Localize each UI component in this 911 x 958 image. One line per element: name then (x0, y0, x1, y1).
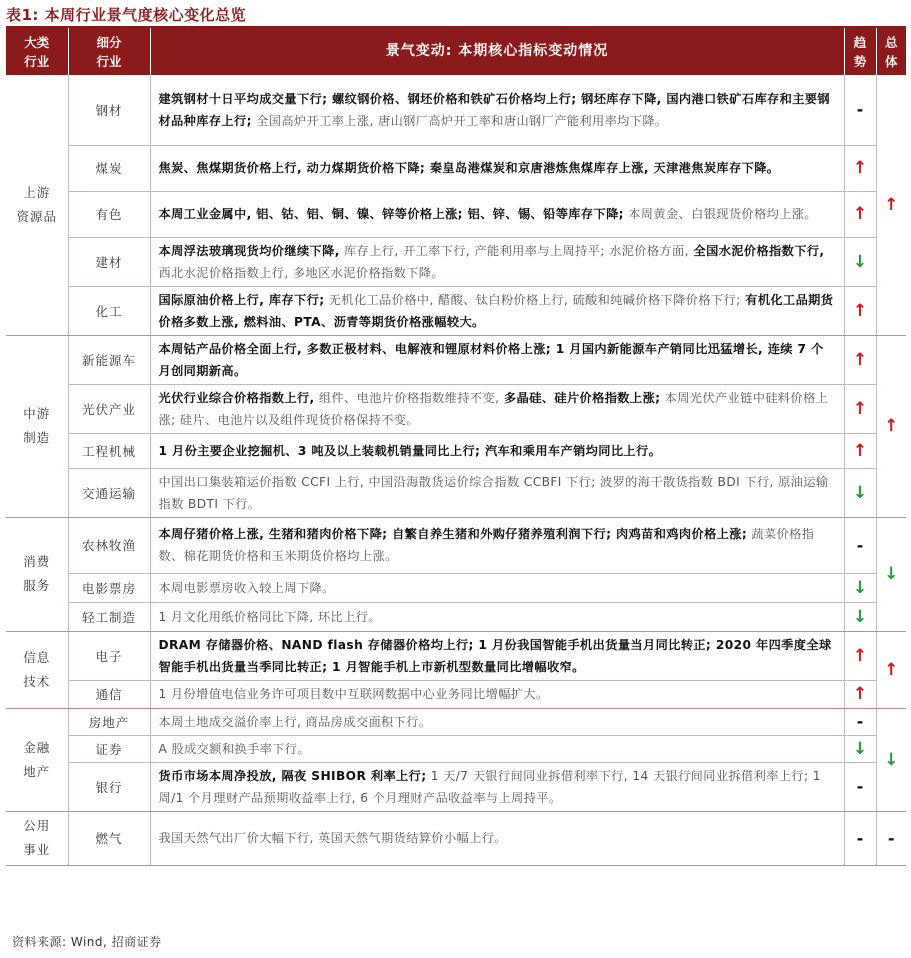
category-cell: 中游 制造 (6, 335, 68, 517)
indicator-text: 我国天然气出厂价大幅下行, 英国天然气期货结算价小幅上行。 (158, 831, 507, 845)
indicator-text: 库存上行, 开工率下行, 产能利用率与上周持平; 水泥价格方面, (339, 243, 689, 258)
table-row (6, 517, 906, 573)
key-indicator-text: 本周钴产品价格全面上行, 多数正极材料、电解液和锂原材料价格上涨; 1 月国内新能源车产销同比迅猛增长, 连续 7 个月创同期新高。 (158, 341, 824, 378)
key-indicator-text: 全国水泥价格指数下行, (688, 243, 825, 258)
subcategory-cell: 电子 (68, 631, 150, 680)
header-category: 大类 行业 (6, 28, 68, 75)
trend-up-arrow-icon: ↑ (844, 384, 876, 433)
indicator-text: 本周土地成交溢价率上行, 商品房成交面积下行。 (158, 714, 432, 729)
key-indicator-text: 多晶硅、硅片价格指数上涨; (499, 390, 661, 405)
key-indicator-text: 本周工业金属中, 铝、钴、铝、铜、镍、锌等价格上涨; 铝、锌、锡、铅等库存下降; (158, 207, 624, 221)
subcategory-cell: 有色 (68, 191, 150, 237)
subcategory-cell: 交通运输 (68, 468, 150, 517)
indicator-description (150, 517, 844, 573)
category-cell: 金融 地产 (6, 708, 68, 811)
industry-overview-table (6, 28, 906, 866)
table-row (6, 384, 906, 433)
indicator-text: 1 月文化用纸价格同比下降, 环比上行。 (158, 609, 381, 624)
trend-flat-dash-icon: - (844, 811, 876, 865)
subcategory-cell: 轻工制造 (68, 602, 150, 631)
key-indicator-text: 1 月份主要企业挖掘机、3 吨及以上装载机销量同比上行; 汽车和乘用车产销均同比上行。 (158, 443, 662, 458)
key-indicator-text: 货币市场本周净投放, 隔夜 SHIBOR 利率上行; (158, 768, 427, 783)
overall-up-arrow-icon: ↑ (876, 335, 906, 517)
indicator-description (150, 384, 844, 433)
trend-down-arrow-icon: ↓ (844, 573, 876, 602)
table-row (6, 468, 906, 517)
table-row (6, 811, 906, 865)
subcategory-cell: 建材 (68, 237, 150, 286)
indicator-text: A 股成交额和换手率下行。 (158, 741, 310, 756)
indicator-description (150, 602, 844, 631)
subcategory-cell: 证券 (68, 735, 150, 762)
overall-up-arrow-icon: ↑ (876, 75, 906, 335)
trend-down-arrow-icon: ↓ (844, 237, 876, 286)
indicator-text: 西北水泥价格指数上行, 多地区水泥价格指数下降。 (158, 265, 444, 280)
subcategory-cell: 通信 (68, 680, 150, 708)
category-cell: 信息 技术 (6, 631, 68, 708)
indicator-text: 全国高炉开工率上涨, 唐山钢厂高炉开工率和唐山钢厂产能利用率均下降。 (251, 113, 668, 128)
subcategory-cell: 化工 (68, 286, 150, 335)
subcategory-cell: 新能源车 (68, 335, 150, 384)
overall-up-arrow-icon: ↑ (876, 631, 906, 708)
table-row (6, 145, 906, 191)
table-row (6, 573, 906, 602)
table-title: 表1: 本周行业景气度核心变化总览 (6, 6, 247, 24)
trend-down-arrow-icon: ↓ (844, 468, 876, 517)
table-row (6, 237, 906, 286)
table-row (6, 433, 906, 468)
indicator-text: 组件、电池片价格指数维持不变, (314, 390, 500, 405)
subcategory-cell: 燃气 (68, 811, 150, 865)
indicator-description (150, 75, 844, 145)
overall-flat-dash-icon: - (876, 811, 906, 865)
key-indicator-text: 本周仔猪价格上涨, 生猪和猪肉价格下降; 自繁自养生猪和外购仔猪养殖利润下行; 肉鸡苗和鸡肉价格上涨; (158, 527, 748, 541)
trend-up-arrow-icon: ↑ (844, 631, 876, 680)
table-row (6, 75, 906, 145)
table-row (6, 602, 906, 631)
indicator-description (150, 762, 844, 811)
indicator-text: 本周电影票房收入较上周下降。 (158, 580, 335, 595)
trend-flat-dash-icon: - (844, 762, 876, 811)
table-row (6, 286, 906, 335)
subcategory-cell: 银行 (68, 762, 150, 811)
indicator-description (150, 811, 844, 865)
source-note: 资料来源: Wind, 招商证券 (12, 935, 162, 949)
indicator-text: 1 月份增值电信业务许可项目数中互联网数据中心业务同比增幅扩大。 (158, 687, 549, 701)
table-header-row (6, 28, 906, 75)
table-row (6, 631, 906, 680)
indicator-text: 本周黄金、白银现货价格均上涨。 (623, 207, 818, 221)
indicator-description (150, 631, 844, 680)
key-indicator-text: 光伏行业综合价格指数上行, (158, 390, 315, 405)
indicator-description (150, 708, 844, 735)
trend-up-arrow-icon: ↑ (844, 335, 876, 384)
key-indicator-text: 焦炭、焦煤期货价格上行, 动力煤期货价格下降; 秦皇岛港煤炭和京唐港炼焦煤库存上涨, 天津港焦炭库存下降。 (158, 161, 780, 175)
trend-down-arrow-icon: ↓ (844, 735, 876, 762)
indicator-description (150, 191, 844, 237)
header-indicator-change: 景气变动: 本期核心指标变动情况 (150, 28, 844, 75)
overall-down-arrow-icon: ↓ (876, 708, 906, 811)
trend-flat-dash-icon: - (844, 517, 876, 573)
subcategory-cell: 农林牧渔 (68, 517, 150, 573)
category-cell: 消费 服务 (6, 517, 68, 631)
indicator-text: 本周光伏产业链中硅料价格上涨; 硅片、电池片以及组件现货价格保持不变。 (158, 390, 829, 427)
indicator-description (150, 335, 844, 384)
overall-down-arrow-icon: ↓ (876, 517, 906, 631)
key-indicator-text: 本周浮法玻璃现货均价继续下降, (158, 243, 340, 258)
table-row (6, 735, 906, 762)
subcategory-cell: 钢材 (68, 75, 150, 145)
indicator-description (150, 735, 844, 762)
key-indicator-text: 建筑钢材十日平均成交量下行; 螺纹钢价格、钢坯价格和铁矿石价格均上行; 钢坯库存下降, 国内港口铁矿石库存和主要钢材品种库存上行; (158, 91, 830, 128)
trend-up-arrow-icon: ↑ (844, 680, 876, 708)
indicator-text: 蔬菜价格指数、棉花期货价格和玉米期货价格均上涨。 (158, 527, 815, 563)
indicator-description (150, 680, 844, 708)
trend-up-arrow-icon: ↑ (844, 433, 876, 468)
table-row (6, 762, 906, 811)
category-cell: 上游 资源品 (6, 75, 68, 335)
key-indicator-text: DRAM 存储器价格、NAND flash 存储器价格均上行; 1 月份我国智能手机出货量当月同比转正; 2020 年四季度全球智能手机出货量当季同比转正; 1 月智能手机上市新机型数量同比增幅收窄。 (158, 637, 832, 674)
subcategory-cell: 煤炭 (68, 145, 150, 191)
subcategory-cell: 电影票房 (68, 573, 150, 602)
indicator-description (150, 433, 844, 468)
table-row (6, 191, 906, 237)
trend-up-arrow-icon: ↑ (844, 191, 876, 237)
key-indicator-text: 国际原油价格上行, 库存下行; (158, 292, 325, 307)
trend-flat-dash-icon: - (844, 708, 876, 735)
header-subcategory: 细分 行业 (68, 28, 150, 75)
table-body (6, 75, 906, 865)
subcategory-cell: 工程机械 (68, 433, 150, 468)
trend-up-arrow-icon: ↑ (844, 145, 876, 191)
subcategory-cell: 光伏产业 (68, 384, 150, 433)
key-indicator-text: 有机化工品期货价格多数上涨, 燃料油、PTA、沥青等期货价格涨幅较大。 (158, 292, 834, 329)
trend-up-arrow-icon: ↑ (844, 286, 876, 335)
indicator-description (150, 237, 844, 286)
indicator-description (150, 573, 844, 602)
indicator-text: 1 天/7 天银行间同业拆借利率下行, 14 天银行间同业拆借利率上行; 1 周/1 个月理财产品预期收益率上行, 6 个月理财产品收益率与上周持平。 (158, 768, 821, 805)
indicator-text: 中国出口集装箱运价指数 CCFI 上行, 中国沿海散货运价综合指数 CCBFI 下行; 波罗的海干散货指数 BDI 下行, 原油运输指数 BDTI 下行。 (158, 474, 829, 511)
subcategory-cell: 房地产 (68, 708, 150, 735)
table-row (6, 680, 906, 708)
header-trend: 趋 势 (844, 28, 876, 75)
indicator-description (150, 468, 844, 517)
trend-down-arrow-icon: ↓ (844, 602, 876, 631)
table-row (6, 708, 906, 735)
indicator-description (150, 145, 844, 191)
indicator-text: 无机化工品价格中, 醋酸、钛白粉价格上行, 硫酸和纯碱价格下降价格下行; (324, 292, 741, 307)
trend-flat-dash-icon: - (844, 75, 876, 145)
indicator-description (150, 286, 844, 335)
header-overall: 总 体 (876, 28, 906, 75)
table-row (6, 335, 906, 384)
category-cell: 公用 事业 (6, 811, 68, 865)
